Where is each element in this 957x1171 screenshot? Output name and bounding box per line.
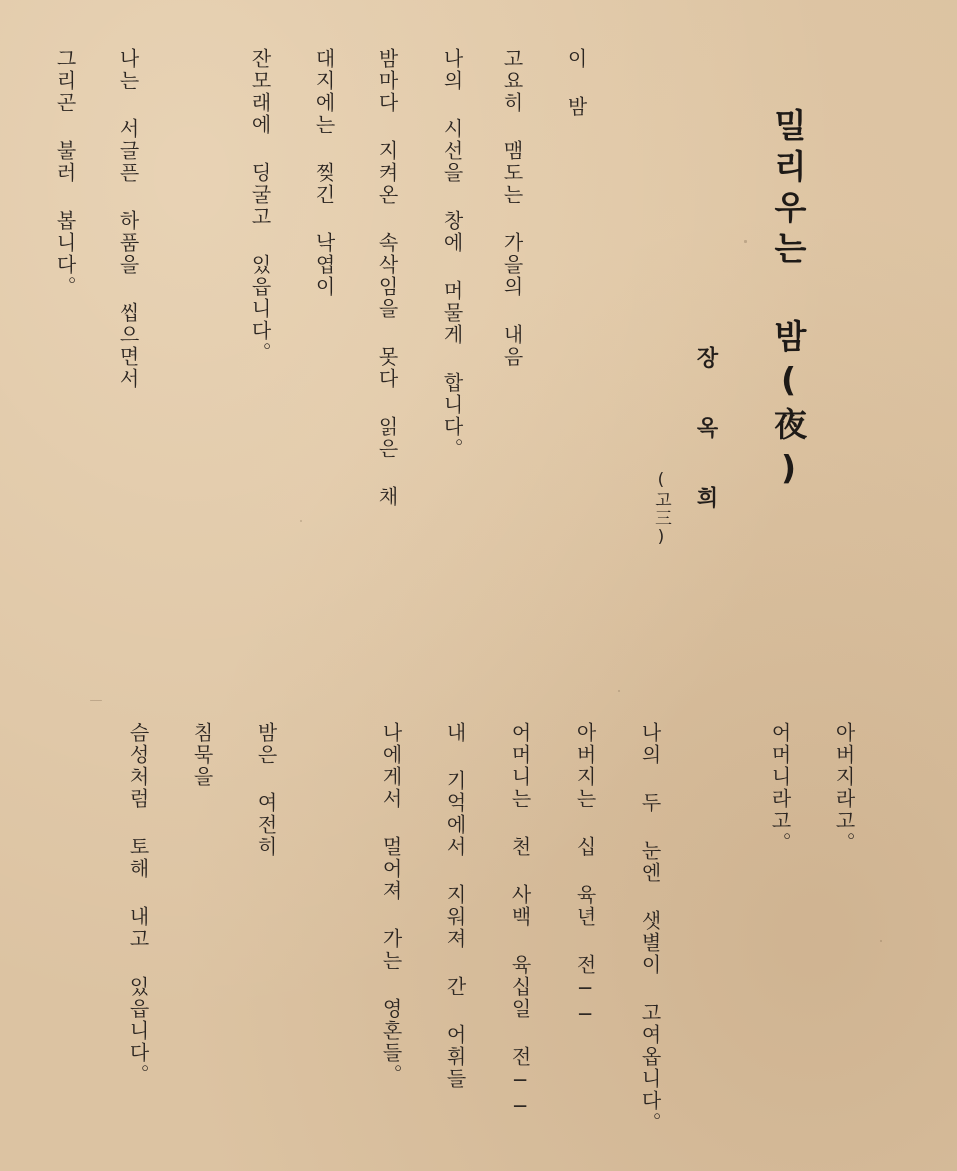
poem-line: 침묵을 <box>190 722 214 788</box>
poem-line: 아버지라고。 <box>832 722 856 854</box>
poem-line: 고요히 맴도는 가을의 내음 <box>500 48 524 368</box>
poem-author-grade: (고三) <box>651 470 671 548</box>
poem-line: 나의 두 눈엔 샛별이 고여옵니다。 <box>638 722 662 1134</box>
poem-line: 나는 서글픈 하품을 씹으면서 <box>116 48 140 390</box>
poem-line: 나에게서 멀어져 가는 영혼들。 <box>379 722 403 1086</box>
paper-speck <box>744 240 747 243</box>
poem-line: 나의 시선을 창에 머물게 합니다。 <box>440 48 464 460</box>
poem-line: 대지에는 찢긴 낙엽이 <box>312 48 336 298</box>
paper-speck <box>90 700 102 701</box>
poem-title: 밀리우는 밤(夜) <box>769 108 808 495</box>
poem-line: 밤마다 지켜온 속삭임을 못다 읽은 채 <box>375 48 399 508</box>
poem-line: 내 기억에서 지워져 간 어휘들 <box>443 722 467 1090</box>
paper-speck <box>300 520 302 522</box>
poem-line: 그리곤 불러 봅니다。 <box>53 48 77 298</box>
poem-line: 이 밤 <box>564 48 588 118</box>
poem-line: 어머니라고。 <box>768 722 792 854</box>
poem-author: 장옥희 <box>693 346 718 556</box>
poem-line: 어머니는 천 사백 육십일 전── <box>508 722 532 1120</box>
poem-line: 아버지는 십 육년 전── <box>573 722 597 1028</box>
paper-speck <box>880 940 882 942</box>
paper-speck <box>618 690 620 692</box>
poem-line: 밤은 여전히 <box>254 722 278 858</box>
poem-line: 슴성처럼 토해 내고 있읍니다。 <box>126 722 150 1086</box>
poem-line: 잔모래에 딩굴고 있읍니다。 <box>248 48 272 364</box>
